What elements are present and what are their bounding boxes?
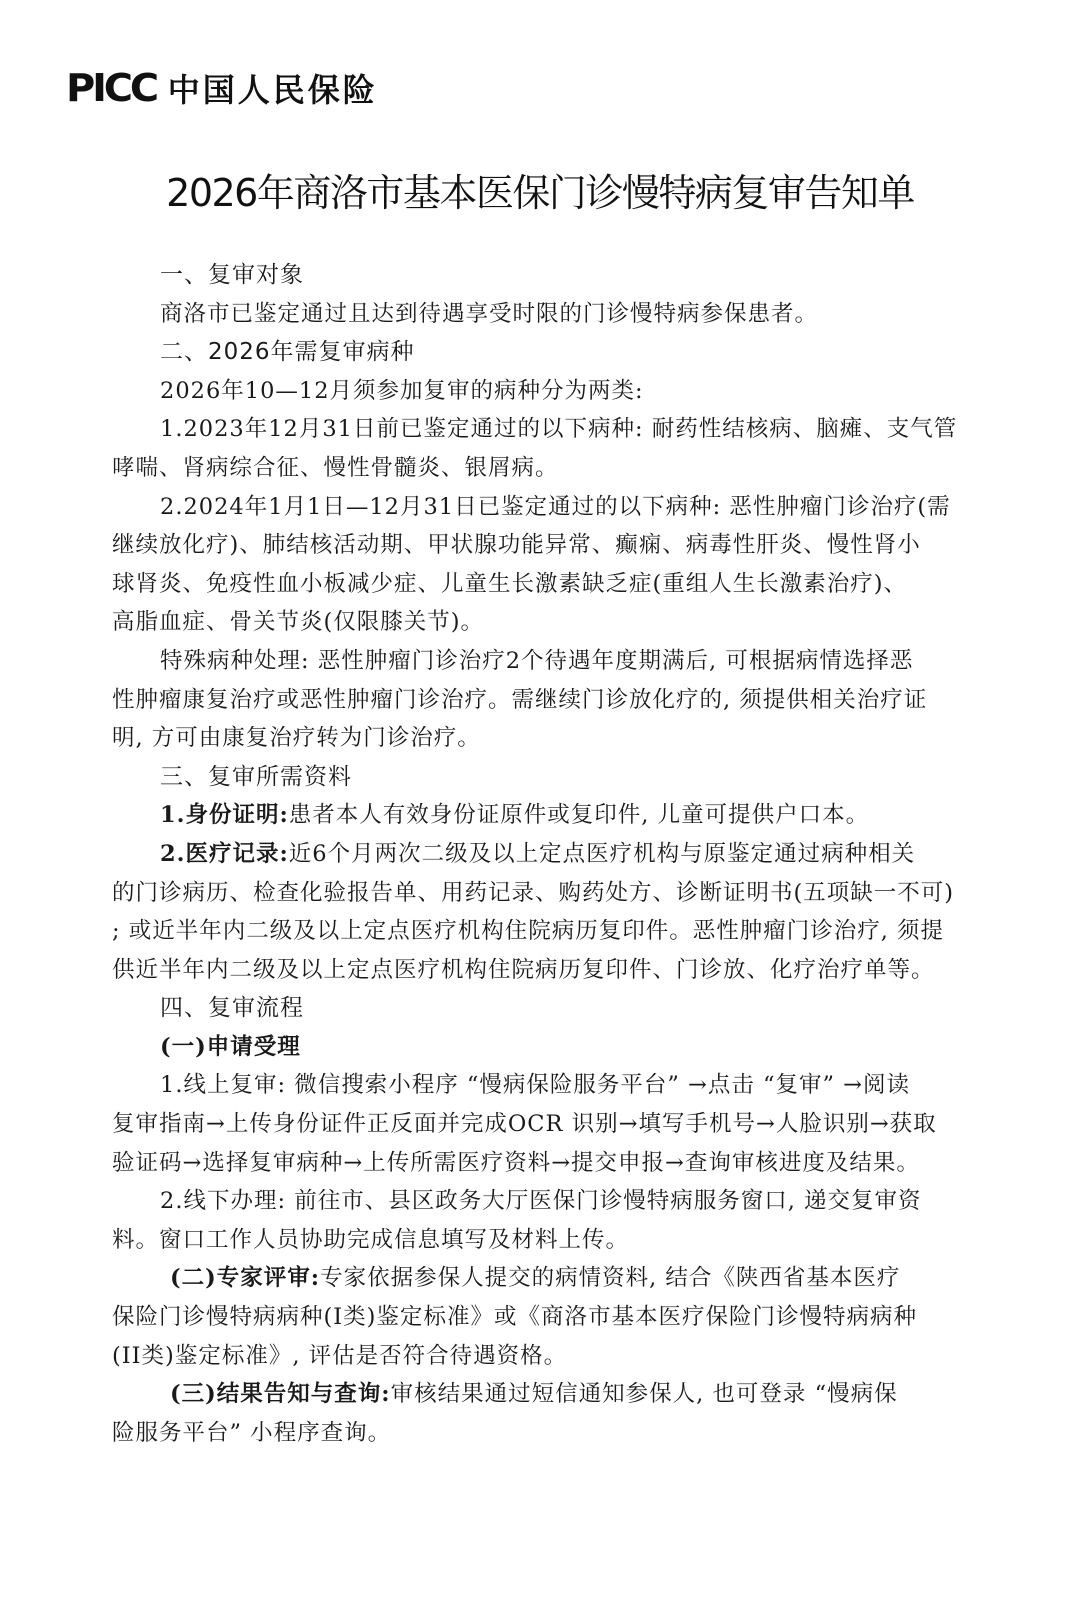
paragraph-line: 性肿瘤康复治疗或恶性肿瘤门诊治疗。需继续门诊放化疗的, 须提供相关治疗证	[112, 686, 928, 713]
paragraph-line: 2026年10—12月须参加复审的病种分为两类:	[160, 377, 644, 404]
paragraph-line: 1.线上复审: 微信搜索小程序 “慢病保险服务平台” →点击 “复审” →阅读	[160, 1072, 911, 1099]
section-heading-process: 四、复审流程	[160, 995, 304, 1022]
document-body	[112, 256, 972, 1452]
paragraph-line: 1.2023年12月31日前已鉴定通过的以下病种: 耐药性结核病、脑瘫、支气管	[160, 416, 958, 443]
paragraph-line: 保险门诊慢特病病种(I类)鉴定标准》或《商洛市基本医疗保险门诊慢特病病种	[112, 1304, 917, 1331]
text-expert-review: 专家依据参保人提交的病情资料, 结合《陕西省基本医疗	[320, 1265, 901, 1292]
paragraph-line: 险服务平台” 小程序查询。	[112, 1419, 392, 1446]
document-title: 2026年商洛市基本医保门诊慢特病复审告知单	[166, 171, 914, 215]
paragraph-line	[112, 1375, 972, 1414]
section-heading-review-target: 一、复审对象	[160, 262, 304, 288]
section-heading-materials: 三、复审所需资料	[160, 763, 352, 790]
paragraph-line	[112, 835, 972, 874]
paragraph-line: 的门诊病历、检查化验报告单、用药记录、购药处方、诊断证明书(五项缺一不可)	[112, 879, 955, 906]
label-medical-records: 2.医疗记录:	[160, 840, 289, 867]
paragraph-line: 验证码→选择复审病种→上传所需医疗资料→提交申报→查询审核进度及结果。	[112, 1149, 920, 1176]
paragraph-line: ; 或近半年内二级及以上定点医疗机构住院病历复印件。恶性肿瘤门诊治疗, 须提	[112, 918, 945, 945]
label-expert-review: (二)专家评审:	[170, 1265, 321, 1292]
logo-mark: PICC	[66, 66, 157, 110]
paragraph-line: 哮喘、肾病综合征、慢性骨髓炎、银屑病。	[112, 454, 559, 481]
subheading-application: (一)申请受理	[160, 1033, 301, 1060]
paragraph-line: 球肾炎、免疫性血小板减少症、儿童生长激素缺乏症(重组人生长激素治疗)、	[112, 570, 908, 597]
paragraph-line	[112, 1259, 972, 1298]
text-result-notice: 审核结果通过短信通知参保人, 也可登录 “慢病保	[390, 1381, 898, 1408]
paragraph-line: 特殊病种处理: 恶性肿瘤门诊治疗2个待遇年度期满后, 可根据病情选择恶	[160, 647, 914, 674]
paragraph-line: 2.2024年1月1日—12月31日已鉴定通过的以下病种: 恶性肿瘤门诊治疗(需	[160, 493, 951, 520]
label-result-notice: (三)结果告知与查询:	[170, 1381, 391, 1408]
section-heading-diseases: 二、2026年需复审病种	[160, 339, 415, 366]
paragraph-line: (II类)鉴定标准》, 评估是否符合待遇资格。	[112, 1342, 568, 1369]
paragraph-line	[112, 796, 972, 835]
paragraph-line: 继续放化疗)、肺结核活动期、甲状腺功能异常、癫痫、病毒性肝炎、慢性肾小	[112, 532, 921, 559]
paragraph-line: 料。窗口工作人员协助完成信息填写及材料上传。	[112, 1226, 630, 1253]
paragraph-line: 明, 方可由康复治疗转为门诊治疗。	[112, 725, 481, 752]
paragraph-line: 2.线下办理: 前往市、县区政务大厅医保门诊慢特病服务窗口, 递交复审资	[160, 1188, 922, 1215]
label-id-proof: 1.身份证明:	[160, 802, 289, 829]
picc-logo	[66, 68, 378, 108]
logo-company-name: 中国人民保险	[167, 71, 378, 109]
paragraph-line: 复审指南→上传身份证件正反面并完成OCR 识别→填写手机号→人脸识别→获取	[112, 1111, 937, 1138]
paragraph-line: 商洛市已鉴定通过且达到待遇享受时限的门诊慢特病参保患者。	[160, 300, 819, 327]
text-id-proof: 患者本人有效身份证原件或复印件, 儿童可提供户口本。	[288, 802, 870, 829]
paragraph-line: 高脂血症、骨关节炎(仅限膝关节)。	[112, 609, 485, 636]
text-medical-records: 近6个月两次二级及以上定点医疗机构与原鉴定通过病种相关	[288, 840, 916, 867]
paragraph-line: 供近半年内二级及以上定点医疗机构住院病历复印件、门诊放、化疗治疗单等。	[112, 956, 935, 983]
